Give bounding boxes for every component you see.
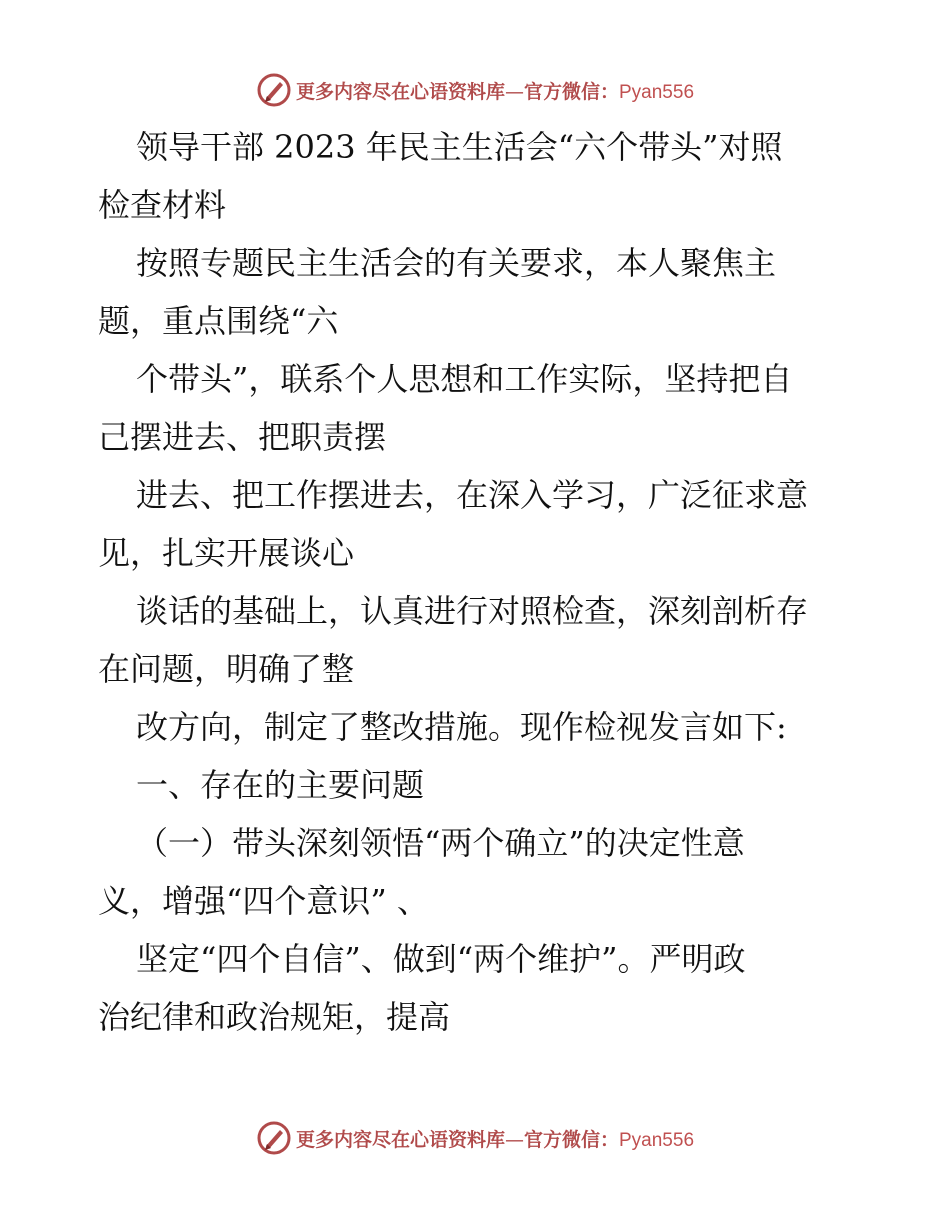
subsection-heading-line: （一）带头深刻领悟“两个确立”的决定性意 xyxy=(136,824,745,862)
header-site-text: 更多内容尽在心语资料库 xyxy=(295,80,505,103)
header-wechat-label: 官方微信： xyxy=(523,80,619,103)
footer-wechat-id: Pyan556 xyxy=(619,1129,695,1151)
paragraph-line: 谈话的基础上，认真进行对照检查，深刻剖析存 xyxy=(136,592,809,630)
footer-site-text: 更多内容尽在心语资料库 xyxy=(295,1128,505,1151)
footer-wechat-label: 官方微信： xyxy=(523,1128,619,1151)
paragraph-line: 见，扎实开展谈心 xyxy=(98,534,355,572)
paragraph-line: 个带头”，联系个人思想和工作实际，坚持把自 xyxy=(136,360,793,398)
document-body xyxy=(98,118,858,1046)
header-wechat-id: Pyan556 xyxy=(619,81,695,103)
paragraph-line: 按照专题民主生活会的有关要求，本人聚焦主 xyxy=(136,244,777,282)
header-banner-text xyxy=(296,77,694,104)
footer-separator: — xyxy=(504,1128,524,1151)
subsection-heading-line: 义，增强“四个意识” 、 xyxy=(98,882,429,920)
title-line-2: 检查材料 xyxy=(98,186,227,224)
header-banner xyxy=(0,70,950,110)
pen-logo-icon xyxy=(256,72,292,108)
pen-logo-icon xyxy=(256,1120,292,1156)
paragraph-line: 己摆进去、把职责摆 xyxy=(98,418,387,456)
paragraph-line: 在问题，明确了整 xyxy=(98,650,355,688)
section-heading: 一、存在的主要问题 xyxy=(136,766,425,804)
footer-banner-text xyxy=(296,1125,694,1152)
paragraph-line: 进去、把工作摆进去，在深入学习，广泛征求意 xyxy=(136,476,809,514)
paragraph-line: 题，重点围绕“六 xyxy=(98,302,339,340)
header-separator: — xyxy=(504,80,524,103)
footer-banner xyxy=(0,1118,950,1158)
paragraph-line: 坚定“四个自信”、做到“两个维护”。严明政 xyxy=(136,940,746,978)
paragraph-line: 改方向，制定了整改措施。现作检视发言如下: xyxy=(136,708,787,746)
paragraph-line: 治纪律和政治规矩，提高 xyxy=(98,998,451,1036)
title-line-1: 领导干部 2023 年民主生活会“六个带头”对照 xyxy=(136,128,783,166)
